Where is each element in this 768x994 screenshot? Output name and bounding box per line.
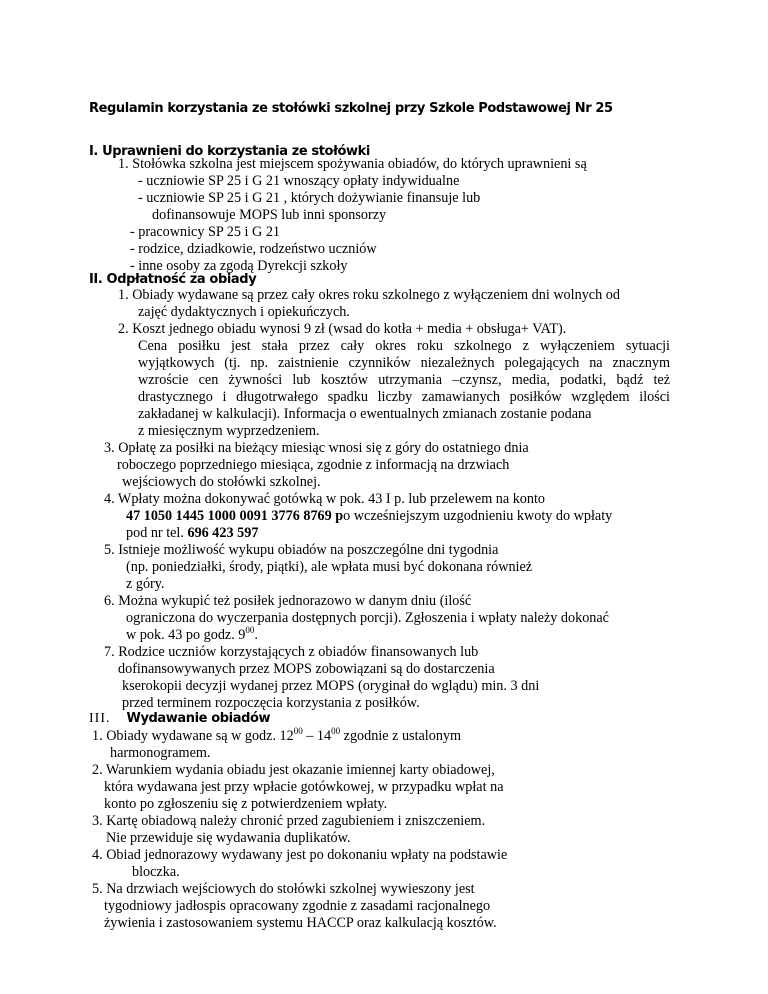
phone-label: pod nr tel. (126, 525, 188, 541)
s3-line-7: Nie przewiduje się wydawania duplikatów. (106, 830, 351, 846)
s2-line-17: (np. poniedziałki, środy, piątki), ale wpłata musi być dokonana również (126, 559, 533, 575)
s1-line-2: - uczniowie SP 25 i G 21 wnoszący opłaty indywidualne (138, 173, 460, 189)
s1-line-7: - inne osoby za zgodą Dyrekcji szkoły (130, 258, 348, 274)
s2-line-12: wejściowych do stołówki szkolnej. (122, 474, 321, 490)
superscript-00-a: 00 (293, 726, 303, 736)
section-3-roman: III. (89, 711, 111, 726)
s2-line-8: zakładanej w kalkulacji). Informacja o ewentualnych zmianach zostanie podana (138, 406, 592, 422)
section-2-heading: II. Odpłatność za obiady (89, 272, 257, 287)
section-3-heading (89, 711, 270, 727)
s2-line-3: 2. Koszt jednego obiadu wynosi 9 zł (wsad do kotła + media + obsługa+ VAT). (118, 321, 567, 337)
s3-line-1b: – 14 (302, 728, 332, 744)
s2-line-16: 5. Istnieje możliwość wykupu obiadów na poszczególne dni tygodnia (104, 542, 499, 558)
s2-line-10: 3. Opłatę za posiłki na bieżący miesiąc wnosi się z góry do ostatniego dnia (104, 440, 529, 456)
s2-line-20: ograniczona do wyczerpania dostępnych porcji). Zgłoszenia i wpłaty należy dokonać (126, 610, 609, 626)
s2-line-11: roboczego poprzedniego miesiąca, zgodnie z informacją na drzwiach (117, 457, 510, 473)
s3-line-5: konto po zgłoszeniu się z potwierdzeniem wpłaty. (104, 796, 388, 812)
s3-line-1 (92, 728, 461, 745)
s2-line-4: Cena posiłku jest stała przez cały okres roku szkolnego z wyłączeniem sytuacji (138, 338, 670, 354)
s2-line-6: wzroście cen żywności lub kosztów utrzymania –czynsz, media, podatki, bądź też (138, 372, 670, 388)
s3-line-10: 5. Na drzwiach wejściowych do stołówki szkolnej wywieszony jest (92, 881, 475, 897)
s2-line-25: przed terminem rozpoczęcia korzystania z posiłków. (122, 695, 420, 711)
s3-line-6: 3. Kartę obiadową należy chronić przed zagubieniem i zniszczeniem. (92, 813, 486, 829)
s1-line-6: - rodzice, dziadkowie, rodzeństwo uczniów (130, 241, 377, 257)
s1-line-1: 1. Stołówka szkolna jest miejscem spożywania obiadów, do których uprawnieni są (118, 156, 587, 172)
s2-line-22: 7. Rodzice uczniów korzystających z obiadów finansowanych lub (104, 644, 479, 660)
s2-line-21-end: . (254, 627, 258, 643)
s1-line-5: - pracownicy SP 25 i G 21 (130, 224, 281, 240)
s3-line-1a: 1. Obiady wydawane są w godz. 12 (92, 728, 294, 744)
s2-line-5: wyjątkowych (tj. np. zaistnienie czynników niezależnych polegających na znacznym (138, 355, 670, 371)
s3-line-9: bloczka. (132, 864, 180, 880)
bank-account-number: 47 1050 1445 1000 0091 3776 8769 p (126, 508, 344, 524)
s2-line-14 (126, 508, 612, 525)
s3-line-2: harmonogramem. (110, 745, 211, 761)
s3-line-11: tygodniowy jadłospis opracowany zgodnie z zasadami racjonalnego (104, 898, 491, 914)
s2-line-13: 4. Wpłaty można dokonywać gotówką w pok. 43 I p. lub przelewem na konto (104, 491, 546, 507)
s2-line-15 (126, 525, 258, 542)
s2-line-21-text: w pok. 43 po godz. 9 (126, 627, 246, 643)
s2-line-1: 1. Obiady wydawane są przez cały okres roku szkolnego z wyłączeniem dni wolnych od (118, 287, 620, 303)
s2-line-14-rest: o wcześniejszym uzgodnieniu kwoty do wpłaty (343, 508, 613, 524)
phone-number: 696 423 597 (187, 525, 259, 541)
section-3-title: Wydawanie obiadów (126, 711, 271, 726)
s2-line-21 (126, 627, 258, 644)
superscript-00-b: 00 (331, 726, 341, 736)
s2-line-2: zajęć dydaktycznych i opiekuńczych. (138, 304, 350, 320)
s3-line-3: 2. Warunkiem wydania obiadu jest okazanie imiennej karty obiadowej, (92, 762, 495, 778)
s2-line-7: drastycznego i długotrwałego spadku liczby zamawianych posiłków względem ilości (138, 389, 670, 405)
s2-line-23: dofinansowywanych przez MOPS zobowiązani są do dostarczenia (118, 661, 495, 677)
s3-line-1c: zgodnie z ustalonym (340, 728, 462, 744)
section-1-heading: I. Uprawnieni do korzystania ze stołówki (89, 144, 370, 159)
superscript-00: 00 (245, 625, 255, 635)
s3-line-8: 4. Obiad jednorazowy wydawany jest po dokonaniu wpłaty na podstawie (92, 847, 508, 863)
document-title: Regulamin korzystania ze stołówki szkolnej przy Szkole Podstawowej Nr 25 (89, 101, 613, 116)
s1-line-3: - uczniowie SP 25 i G 21 , których dożywianie finansuje lub (138, 190, 481, 206)
s3-line-12: żywienia i zastosowaniem systemu HACCP oraz kalkulacją kosztów. (104, 915, 497, 931)
s2-line-18: z góry. (126, 576, 165, 592)
s3-line-4: która wydawana jest przy wpłacie gotówkowej, w przypadku wpłat na (104, 779, 504, 795)
s2-line-19: 6. Można wykupić też posiłek jednorazowo w danym dniu (ilość (104, 593, 472, 609)
s2-line-24: kserokopii decyzji wydanej przez MOPS (oryginał do wglądu) min. 3 dni (122, 678, 540, 694)
s2-line-9: z miesięcznym wyprzedzeniem. (138, 423, 320, 439)
s1-line-4: dofinansowuje MOPS lub inni sponsorzy (152, 207, 387, 223)
